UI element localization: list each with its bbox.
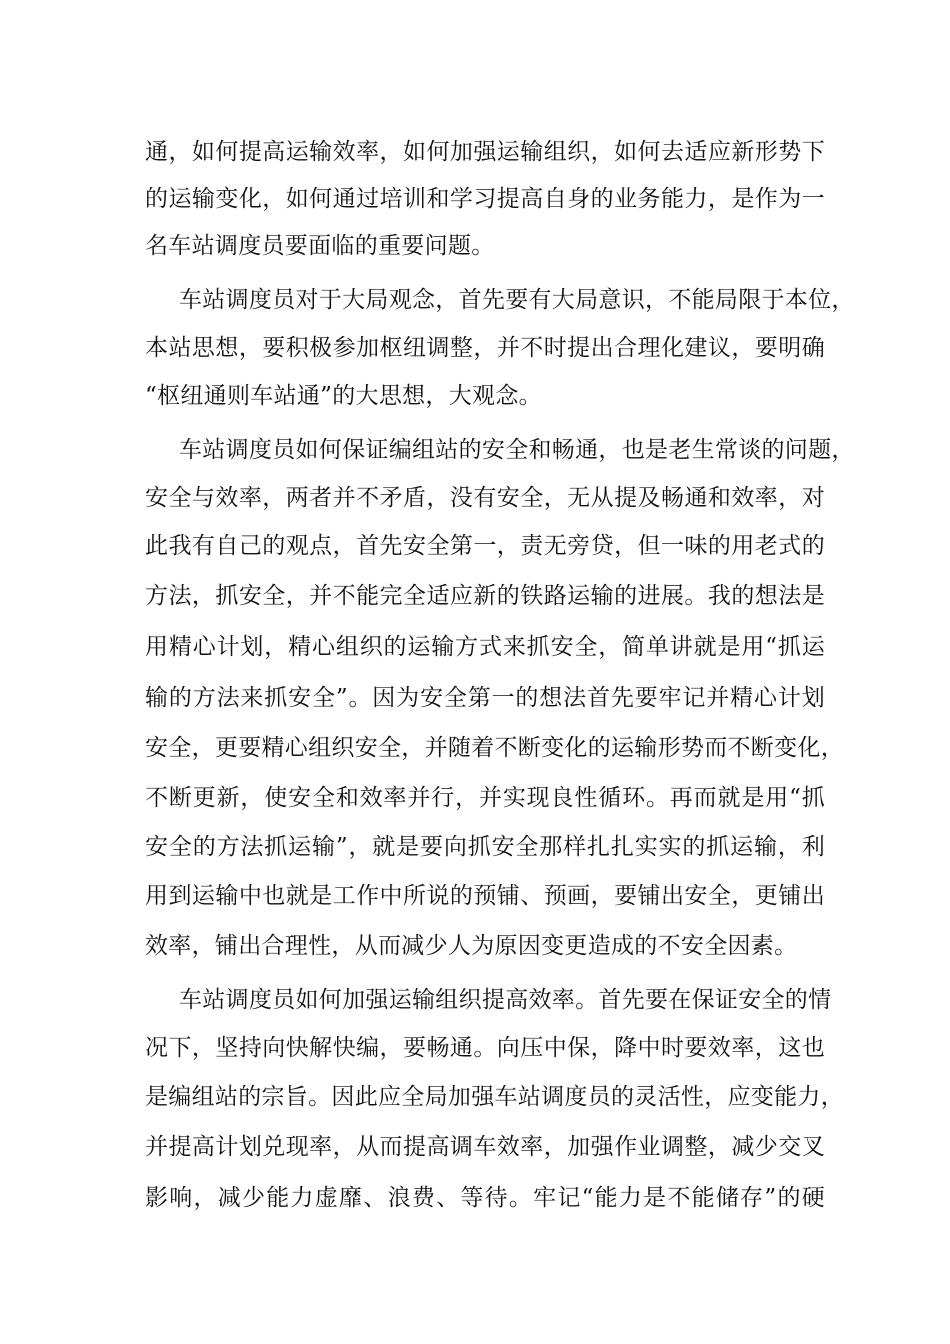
text-line: 的运输变化，如何通过培训和学习提高自身的业务能力，是作为一 (145, 186, 825, 212)
text-line: 输的方法来抓安全”。因为安全第一的想法首先要牢记并精心计划 (145, 685, 825, 711)
text-line: 是编组站的宗旨。因此应全局加强车站调度员的灵活性，应变能力， (145, 1084, 844, 1110)
text-line: 并提高计划兑现率，从而提高调车效率，加强作业调整，减少交叉 (145, 1134, 825, 1160)
text-line: 用精心计划，精心组织的运输方式来抓安全，简单讲就是用“抓运 (145, 634, 825, 660)
text-line: 本站思想，要积极参加枢纽调整，并不时提出合理化建议，要明确 (145, 335, 825, 361)
text-line: 效率，铺出合理性，从而减少人为原因变更造成的不安全因素。 (145, 933, 798, 959)
text-line: 名车站调度员要面临的重要问题。 (145, 233, 495, 259)
text-line: 通，如何提高运输效率，如何加强运输组织，如何去适应新形势下 (145, 139, 825, 165)
text-line: 用到运输中也就是工作中所说的预铺、预画，要铺出安全，更铺出 (145, 883, 825, 909)
text-line: 方法，抓安全，并不能完全适应新的铁路运输的进展。我的想法是 (145, 583, 825, 609)
paragraph-first-line: 车站调度员对于大局观念，首先要有大局意识，不能局限于本位， (179, 287, 855, 313)
text-line: 况下，坚持向快解快编，要畅通。向压中保，降中时要效率，这也 (145, 1035, 825, 1061)
text-line: 不断更新，使安全和效率并行，并实现良性循环。再而就是用“抓 (145, 785, 825, 811)
text-line: 影响，减少能力虚靡、浪费、等待。牢记“能力是不能储存”的硬 (145, 1185, 825, 1211)
text-line: 安全的方法抓运输”，就是要向抓安全那样扎扎实实的抓运输，利 (145, 834, 825, 860)
text-line: 此我有自己的观点，首先安全第一，责无旁贷，但一味的用老式的 (145, 533, 825, 559)
text-line: “枢纽通则车站通”的大思想，大观念。 (145, 383, 542, 409)
text-line: 安全，更要精心组织安全，并随着不断变化的运输形势而不断变化， (145, 735, 844, 761)
paragraph-first-line: 车站调度员如何加强运输组织提高效率。首先要在保证安全的情 (179, 987, 832, 1013)
text-line: 安全与效率，两者并不矛盾，没有安全，无从提及畅通和效率，对 (145, 485, 825, 511)
paragraph-first-line: 车站调度员如何保证编组站的安全和畅通，也是老生常谈的问题， (179, 437, 855, 463)
